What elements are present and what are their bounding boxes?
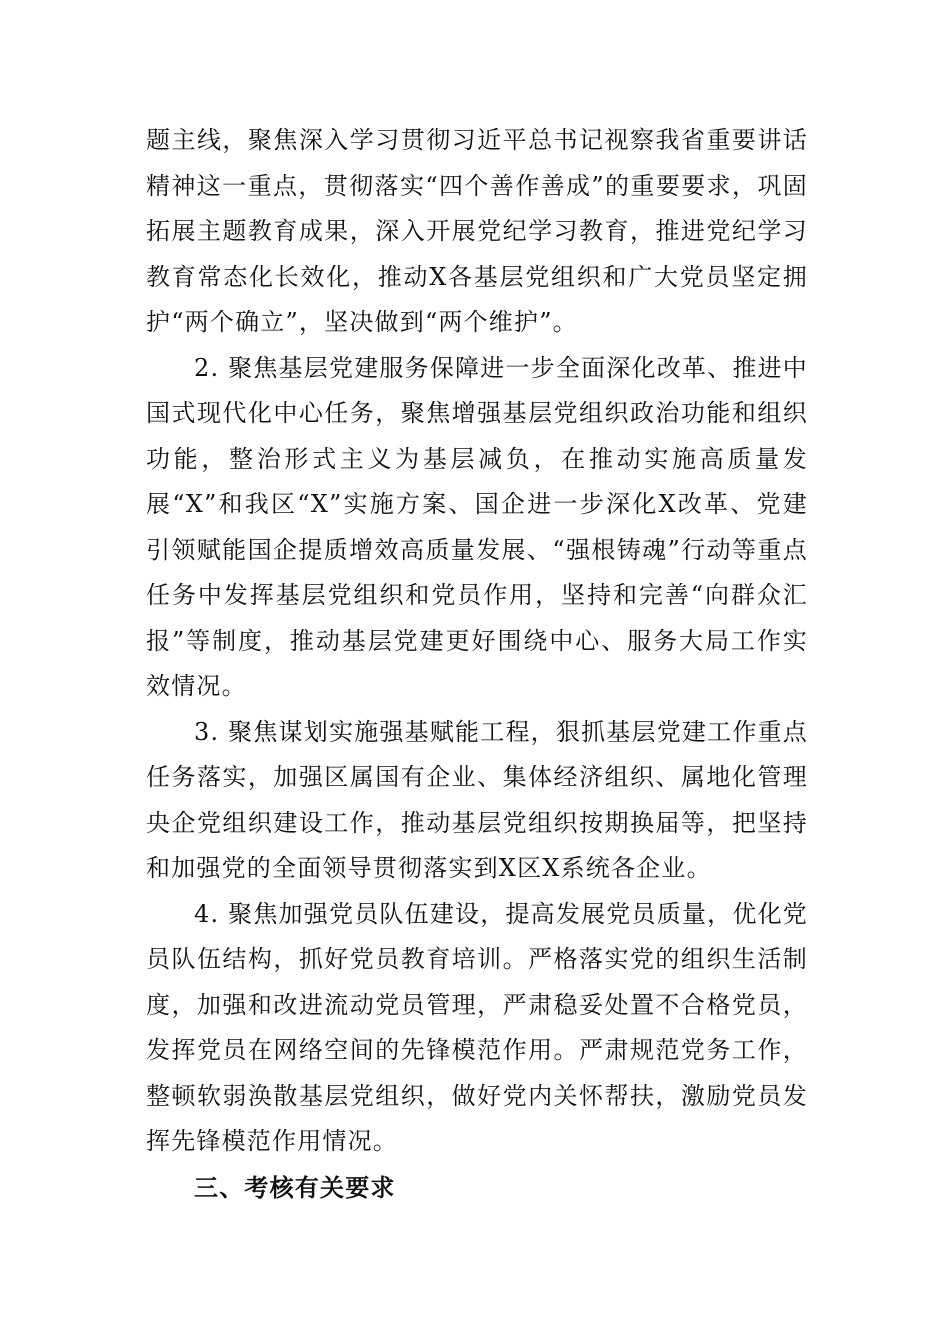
section-heading: 三、考核有关要求 [194,1172,396,1202]
document-body [146,118,808,1210]
paragraph-continuation: 题主线，聚焦深入学习贯彻习近平总书记视察我省重要讲话精神这一重点，贯彻落实“四个善作善成”的重要要求，巩固拓展主题教育成果，深入开展党纪学习教育，推进党纪学习教育常态化长效化，推动X各基层党组织和广大党员坚定拥护“两个确立”，坚决做到“两个维护”。 [146,126,808,336]
paragraph-item-4: 4. 聚焦加强党员队伍建设，提高发展党员质量，优化党员队伍结构，抓好党员教育培训。严格落实党的组织生活制度，加强和改进流动党员管理，严肃稳妥处置不合格党员，发挥党员在网络空间的先锋模范作用。严肃规范党务工作，整顿软弱涣散基层党组织，做好党内关怀帮扶，激励党员发挥先锋模范作用情况。 [146,899,808,1155]
paragraph-item-3: 3. 聚焦谋划实施强基赋能工程，狠抓基层党建工作重点任务落实，加强区属国有企业、集体经济组织、属地化管理央企党组织建设工作，推动基层党组织按期换届等，把坚持和加强党的全面领导贯彻落实到X区X系统各企业。 [146,717,808,882]
paragraph-item-2: 2. 聚焦基层党建服务保障进一步全面深化改革、推进中国式现代化中心任务，聚焦增强基层党组织政治功能和组织功能，整治形式主义为基层减负，在推动实施高质量发展“X”和我区“X”实施方案、国企进一步深化X改革、党建引领赋能国企提质增效高质量发展、“强根铸魂”行动等重点任务中发挥基层党组织和党员作用，坚持和完善“向群众汇报”等制度，推动基层党建更好围绕中心、服务大局工作实效情况。 [146,353,808,700]
